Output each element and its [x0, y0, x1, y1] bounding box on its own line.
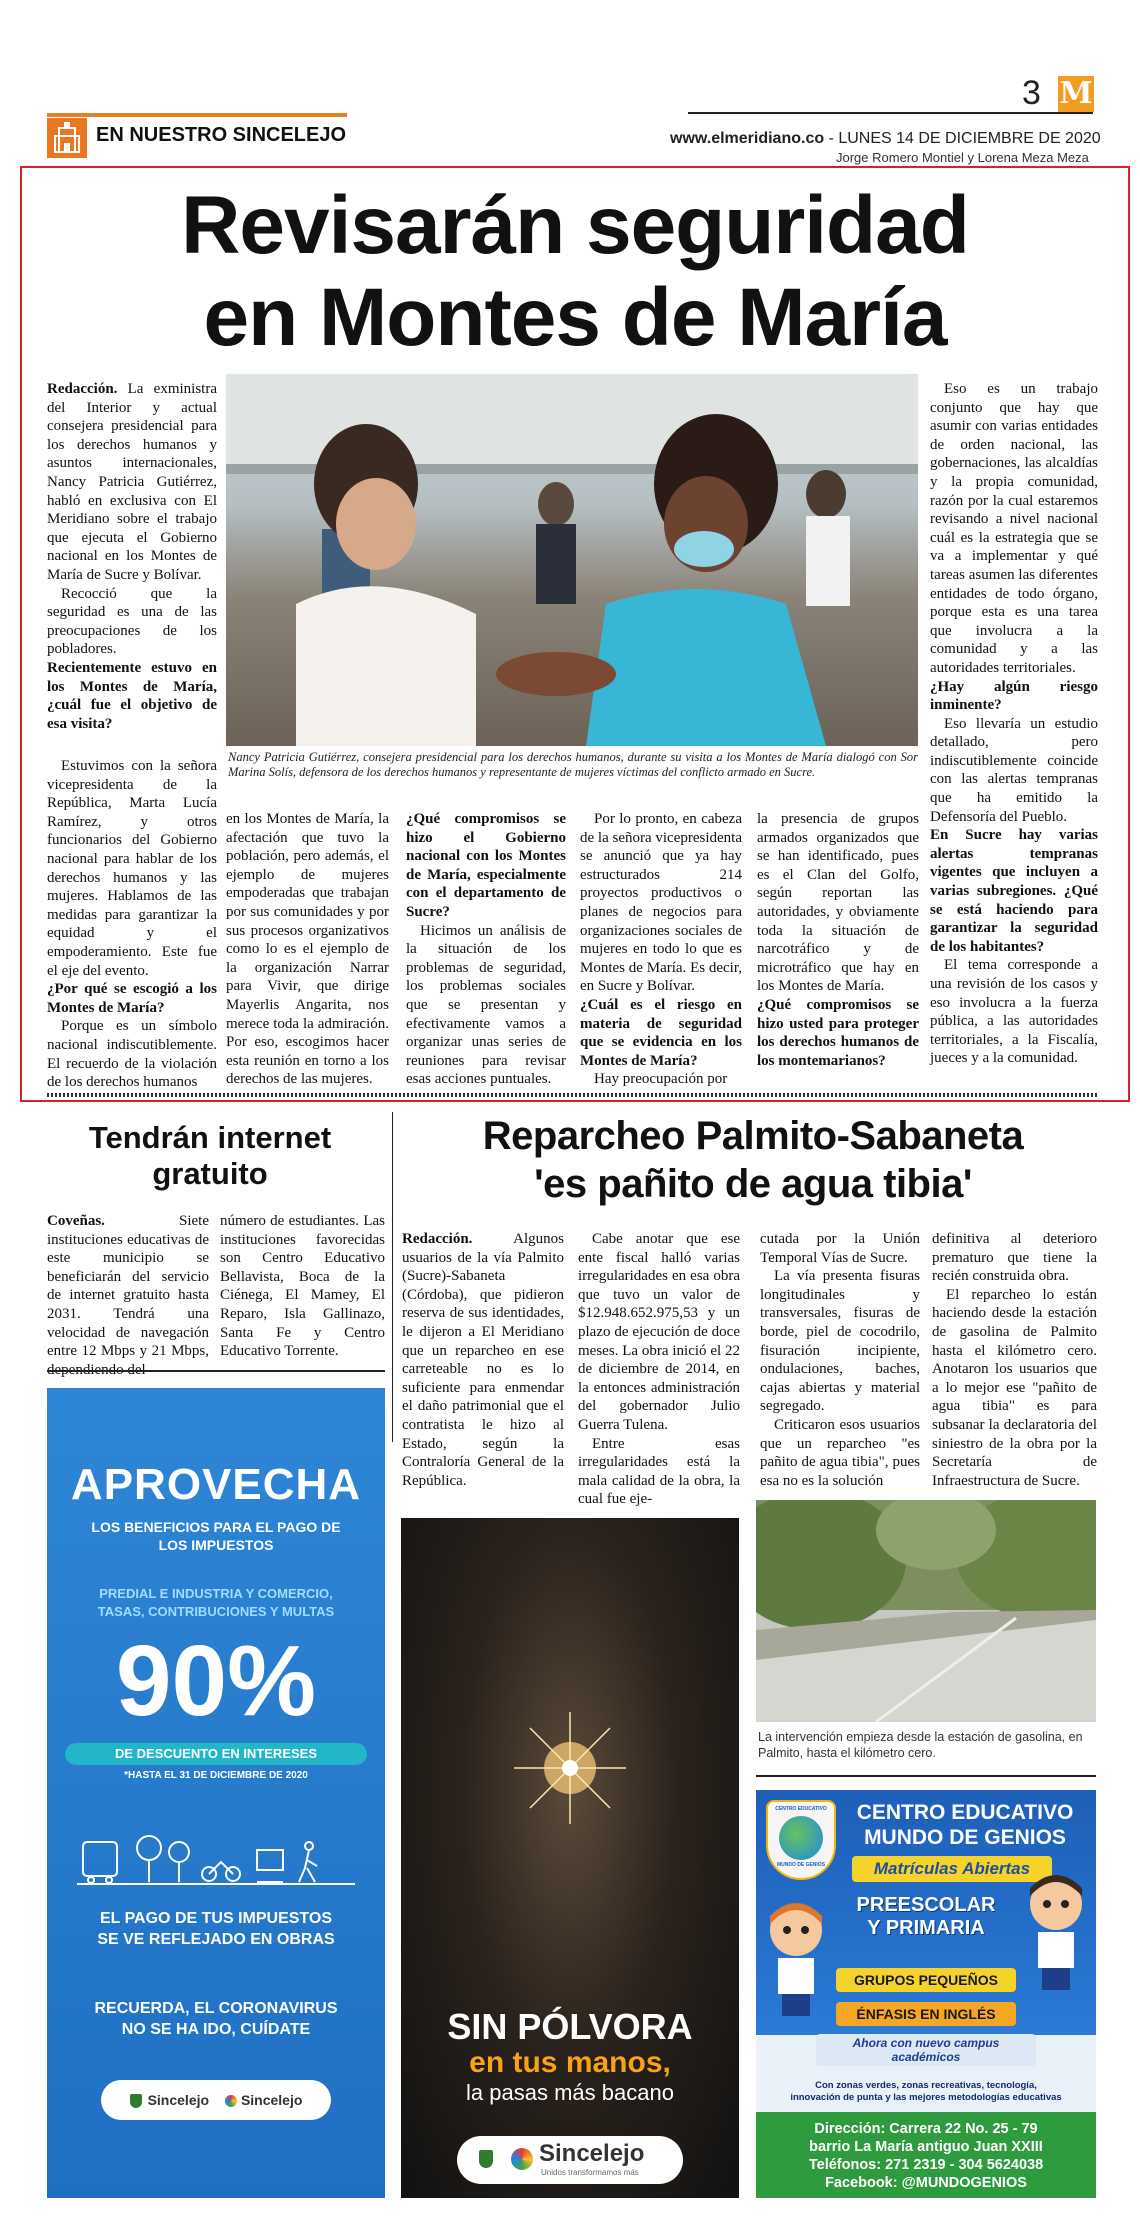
- tax-ad-deadline: *HASTA EL 31 DE DICIEMBRE DE 2020: [124, 1770, 308, 1781]
- reparcheo-byline: Redacción.: [402, 1231, 473, 1247]
- tax-ad-subtitle-line2: LOS IMPUESTOS: [158, 1537, 274, 1553]
- tax-ad-taxes-line2: TASAS, CONTRIBUCIONES Y MULTAS: [97, 1604, 335, 1619]
- polvora-ad-line3: la pasas más bacano: [466, 2080, 674, 2105]
- main-lead-text: La exministra del Interior y actual consejera presidencial para los derechos humanos y asuntos internacionales, Nancy Patricia Gutiérrez, habló en exclusiva con El Meridiano sobre el trabajo que ejecuta el Gobierno nacional en los Montes de María de Sucre y Bolívar.: [47, 381, 217, 583]
- reparcheo-body: La vía presenta fisuras longitudinales y transversales, fisuras de borde, piel de cocodrilo, fisuración incipiente, ondulaciones, baches, cajas abiertas y material segregado.: [760, 1268, 920, 1415]
- header-dateline: [670, 130, 1101, 148]
- school-ad-facebook[interactable]: Facebook: @MUNDOGENIOS: [825, 2175, 1027, 2191]
- main-headline-line2: en Montes de María: [203, 272, 947, 363]
- page-number: 3: [1022, 74, 1041, 112]
- main-col-5: [757, 810, 919, 1070]
- reparcheo-body: [402, 1230, 564, 1490]
- school-ad-address-1: Dirección: Carrera 22 No. 25 - 79: [814, 2121, 1038, 2137]
- sincelejo-logo-2: Sincelejo: [240, 2092, 303, 2108]
- website-link[interactable]: www.elmeridiano.co: [670, 130, 825, 147]
- student-right-icon: [1020, 1874, 1092, 1994]
- school-ad-address-2: barrio La María antiguo Juan XXIII: [809, 2139, 1043, 2155]
- main-question: Recientemente estuvo en los Montes de María, ¿cuál fue el objetivo de esa visita?: [47, 659, 217, 732]
- school-badge: [766, 1800, 836, 1880]
- school-ad-levels-line1: PREESCOLAR: [856, 1894, 996, 1916]
- main-headline: [30, 180, 1120, 364]
- tax-ad-discount: DE DESCUENTO EN INTERESES: [114, 1746, 318, 1761]
- reparcheo-body: definitiva al deterioro prematuro que tiene la recién construida obra.: [932, 1231, 1097, 1285]
- section-rule: [47, 113, 347, 117]
- globe-icon: [779, 1816, 823, 1860]
- sincelejo-logo-1: Sincelejo: [147, 2092, 210, 2108]
- tax-ad-covid: [47, 1998, 385, 2040]
- main-answer: Porque es un símbolo nacional indiscutiblemente. El recuerdo de la violación de los derechos humanos: [47, 1018, 217, 1091]
- school-ad-features-line2: innovación de punta y las mejores metodologías educativas: [790, 2092, 1062, 2103]
- sincelejo-swirl-icon: [511, 2148, 533, 2170]
- main-question: ¿Cuál es el riesgo en materia de seguridad que se evidencia en los Montes de María?: [580, 996, 742, 1069]
- tax-ad-works-line2: SE VE REFLEJADO EN OBRAS: [97, 1931, 335, 1948]
- student-left-icon: [760, 1900, 832, 2020]
- tax-ad-taxes: [47, 1585, 385, 1621]
- column-divider: [392, 1112, 393, 1442]
- polvora-ad-logo-sub: Unidos transformamos más: [541, 2168, 639, 2177]
- school-ad-campus: [816, 2034, 1036, 2066]
- main-answer: Eso llevaría un estudio detallado, pero indiscutiblemente coincide con las alertas tempranas que ha emitido la Defensoría del Pueblo.: [930, 715, 1098, 825]
- tax-ad-headline: APROVECHA: [70, 1460, 362, 1509]
- shield-icon: [479, 2150, 493, 2168]
- reparcheo-headline-line2: 'es pañito de agua tibia': [534, 1162, 972, 1206]
- internet-byline: Coveñas.: [47, 1213, 105, 1229]
- tax-ad-works: [47, 1908, 385, 1950]
- city-works-icon: [77, 1828, 355, 1888]
- main-answer: Eso es un trabajo conjunto que hay que asumir con varias entidades de orden nacional, las gobernaciones, las alcaldías y la propia comunidad, razón por la cual estaremos revisando a nivel nacional cuál es la estrategia que se va a implementar y qué tareas asumen las diferentes entidades de todo órgano, porque esta es una tarea que involucra a la comunidad y a las autoridades territoriales.: [930, 381, 1098, 676]
- internet-headline-line1: Tendrán internet: [88, 1120, 332, 1155]
- main-question: ¿Qué compromisos se hizo usted para proteger los derechos humanos de los montemarianos?: [757, 996, 919, 1069]
- reparcheo-body: Cabe anotar que ese ente fiscal halló varias irregularidades en esa obra que tuvo un valor de $12.948.652.975,53 y un plazo de ejecución de doce meses. La obra inició el 22 de diciembre de 2014, en la entonces administración del gobernador Julio Guerra Tulena.: [578, 1231, 740, 1433]
- tax-ad-taxes-line1: PREDIAL E INDUSTRIA Y COMERCIO,: [99, 1586, 333, 1601]
- school-ad-levels-line2: Y PRIMARIA: [867, 1917, 985, 1939]
- main-question: En Sucre hay varias alertas tempranas vigentes que incluyen a varias subregiones. ¿Qué se está haciendo para garantizar la seguridad de los habitantes?: [930, 827, 1098, 955]
- main-story-bottom-rule: [47, 1093, 1097, 1097]
- polvora-ad-logo: [457, 2136, 683, 2184]
- tax-ad[interactable]: [47, 1388, 385, 2198]
- section-title: EN NUESTRO SINCELEJO: [96, 124, 347, 146]
- school-ad[interactable]: [756, 1790, 1096, 2198]
- main-lead-byline: Redacción.: [47, 381, 118, 397]
- school-ad-campus-line2: académicos: [891, 2050, 961, 2064]
- reparcheo-col-4: [932, 1230, 1097, 1490]
- road-photo-caption: La intervención empieza desde la estación de gasolina, en Palmito, hasta el kilómetro cero.: [758, 1730, 1083, 1760]
- school-ad-open: Matrículas Abiertas: [852, 1856, 1052, 1882]
- dateline-separator: -: [824, 130, 839, 147]
- reparcheo-col-3: [760, 1230, 920, 1490]
- school-ad-groups: GRUPOS PEQUEÑOS: [836, 1968, 1016, 1992]
- main-col-1: [47, 380, 217, 733]
- logo-letter: M: [1059, 76, 1093, 111]
- tax-ad-covid-line1: RECUERDA, EL CORONAVIRUS: [94, 2000, 338, 2017]
- internet-bottom-rule: [47, 1370, 385, 1372]
- polvora-ad-line2: en tus manos,: [469, 2046, 671, 2079]
- main-answer: Hay preocupación por: [594, 1071, 728, 1088]
- reparcheo-col-1: [402, 1230, 564, 1490]
- tax-ad-subtitle: [47, 1518, 385, 1554]
- tax-ad-subtitle-line1: LOS BENEFICIOS PARA EL PAGO DE: [91, 1519, 341, 1535]
- shield-icon: [130, 2094, 142, 2108]
- reparcheo-headline: [398, 1112, 1108, 1208]
- authors: Jorge Romero Montiel y Lorena Meza Meza: [836, 150, 1089, 165]
- main-col-6: [930, 380, 1098, 1068]
- tax-ad-logos: [101, 2080, 331, 2120]
- main-col-4: [580, 810, 742, 1089]
- main-col-2: [226, 810, 389, 1089]
- reparcheo-body: El reparcheo lo están haciendo desde la estación de gasolina de Palmito hasta el kilómetro cero. Anotaron los usuarios que a lo mejor ese "pañito de agua tibia" es para subsanar la declaratoria del siniestro de la obra por la Secretaría de Infraestructura de Sucre.: [932, 1286, 1097, 1489]
- reparcheo-col-2: [578, 1230, 740, 1509]
- main-col-3: [406, 810, 566, 1089]
- internet-headline-line2: gratuito: [152, 1156, 268, 1191]
- reparcheo-body: cutada por la Unión Temporal Vías de Sucre.: [760, 1231, 920, 1266]
- internet-body: número de estudiantes. Las instituciones favorecidas son Centro Educativo Bellavista, Boca de la Ciénega, El Mamey, El Reparo, Isla Gallinazo, Santa Fe y Centro Educativo Torrente.: [220, 1213, 385, 1360]
- main-answer: Por lo pronto, en cabeza de la señora vicepresidenta se anunció que ya hay estructurados 214 proyectos productivos o planes de negocios para organizaciones sociales de mujeres en todo lo que es Montes de María. Es decir, en Sucre y Bolívar.: [580, 811, 743, 995]
- sparkler-icon: [510, 1708, 630, 1828]
- school-ad-levels: [846, 1894, 1006, 1940]
- internet-col-1: [47, 1212, 209, 1379]
- sincelejo-swirl-icon: [225, 2095, 237, 2107]
- school-ad-title-line1: CENTRO EDUCATIVO: [856, 1801, 1074, 1824]
- school-badge-text: CENTRO EDUCATIVO: [775, 1806, 827, 1812]
- internet-text: Siete instituciones educativas de este municipio se beneficiarán del servicio de internet gratuito hasta 2031. Tendrá una velocidad de navegación entre 12 Mbps y 21 Mbps,: [47, 1213, 209, 1360]
- school-ad-phones[interactable]: Teléfonos: 271 2319 - 304 5624038: [808, 2157, 1044, 2173]
- tax-ad-percent: 90%: [115, 1625, 317, 1737]
- main-lead-paragraph: [47, 380, 217, 585]
- main-paragraph: Recocció que la seguridad es una de las preocupaciones de los pobladores.: [47, 585, 217, 658]
- main-answer: El tema corresponde a una revisión de los casos y eso involucra a la fuerza pública, a las autoridades territoriales, a la Fiscalía, jueces y a la comunidad.: [930, 957, 1098, 1067]
- church-icon: [47, 118, 87, 158]
- main-answer: en los Montes de María, la afectación que tuvo la población, pero además, el ejemplo de mujeres empoderadas que trabajan por sus comunidades y por sus procesos organizativos como lo es el ejemplo de la organización Narrar para Vivir, que dirige Mayerlis Angarita, nos merece toda la admiración. Por eso, escogimos hacer esta reunión en torno a los derechos de las mujeres.: [226, 811, 389, 1088]
- main-col-1b: [47, 757, 217, 1092]
- main-photo: [226, 374, 918, 746]
- school-ad-features: [756, 2080, 1096, 2104]
- internet-headline: [40, 1120, 380, 1192]
- school-ad-title: [840, 1800, 1090, 1850]
- school-ad-features-line1: Con zonas verdes, zonas recreativas, tecnología,: [815, 2080, 1037, 2091]
- reparcheo-body: Entre esas irregularidades está la mala calidad de la obra, la cual fue eje-: [578, 1435, 740, 1508]
- road-photo: [756, 1500, 1096, 1722]
- polvora-ad-line1: SIN PÓLVORA: [447, 2006, 693, 2047]
- main-question: ¿Hay algún riesgo inminente?: [930, 678, 1098, 714]
- main-answer: Hicimos un análisis de la situación de los problemas de seguridad, los problemas sociales que se presentan y efectivamente vamos a organizar unas series de reuniones para revisar esas acciones puntuales.: [406, 922, 566, 1088]
- main-question: ¿Qué compromisos se hizo el Gobierno nacional con los Montes de María, especialmente con el departamento de Sucre?: [406, 811, 566, 920]
- school-ad-campus-line1: Ahora con nuevo campus: [852, 2036, 1000, 2050]
- reparcheo-headline-line1: Reparcheo Palmito-Sabaneta: [482, 1114, 1024, 1158]
- main-question: ¿Por qué se escogió a los Montes de María?: [47, 981, 217, 1016]
- road-caption-rule: [756, 1775, 1096, 1777]
- internet-col-2: [220, 1212, 385, 1361]
- issue-date: LUNES 14 DE DICIEMBRE DE 2020: [838, 130, 1101, 147]
- school-ad-contact: [756, 2112, 1096, 2198]
- main-photo-caption: Nancy Patricia Gutiérrez, consejera presidencial para los derechos humanos, durante su visita a los Montes de María dialogó con Sor Marina Solís, defensora de los derechos humanos y representante de mujeres víctimas del conflicto armado en Sucre.: [228, 750, 918, 779]
- school-badge-text-2: MUNDO DE GENIOS: [776, 1862, 826, 1868]
- internet-body: [47, 1212, 209, 1379]
- school-ad-title-line2: MUNDO DE GENIOS: [864, 1826, 1066, 1849]
- reparcheo-text: Algunos usuarios de la vía Palmito (Sucre)-Sabaneta (Córdoba), que pidieron reserva de sus identidades, le dijeron a El Meridiano que un reparcheo en ese carreteable no es lo suficiente para enmendar el daño patrimonial que el contratista le hizo al Estado, según la Contraloría General de la República.: [402, 1231, 564, 1489]
- tax-ad-works-line1: EL PAGO DE TUS IMPUESTOS: [99, 1910, 333, 1927]
- tax-ad-discount-bar: [65, 1743, 367, 1765]
- main-answer: Estuvimos con la señora vicepresidenta de la República, Marta Lucía Ramírez, y otros funcionarios del Gobierno nacional para hablar de los derechos humanos y las mujeres. Hablamos de las medidas para garantizar la equidad y el empoderamiento. Este fue el eje del evento.: [47, 758, 217, 979]
- tax-ad-covid-line2: NO SE HA IDO, CUÍDATE: [121, 2021, 311, 2038]
- polvora-ad[interactable]: [401, 1518, 739, 2198]
- logo-badge: [1058, 76, 1094, 112]
- main-answer: la presencia de grupos armados organizados que se han identificado, pues es el Clan del Golfo, según reportan las autoridades, y obviamente toda la situación de narcotráfico y de microtráfico que hay en los Montes de María.: [757, 811, 919, 995]
- page-header: [0, 0, 1140, 165]
- school-ad-english: ÉNFASIS EN INGLÉS: [836, 2002, 1016, 2026]
- reparcheo-body: Criticaron esos usuarios que un reparcheo "es pañito de agua tibia", pues esa no es la solución: [760, 1416, 920, 1489]
- main-headline-line1: Revisarán seguridad: [181, 180, 969, 271]
- polvora-ad-logo-text: Sincelejo: [539, 2140, 645, 2167]
